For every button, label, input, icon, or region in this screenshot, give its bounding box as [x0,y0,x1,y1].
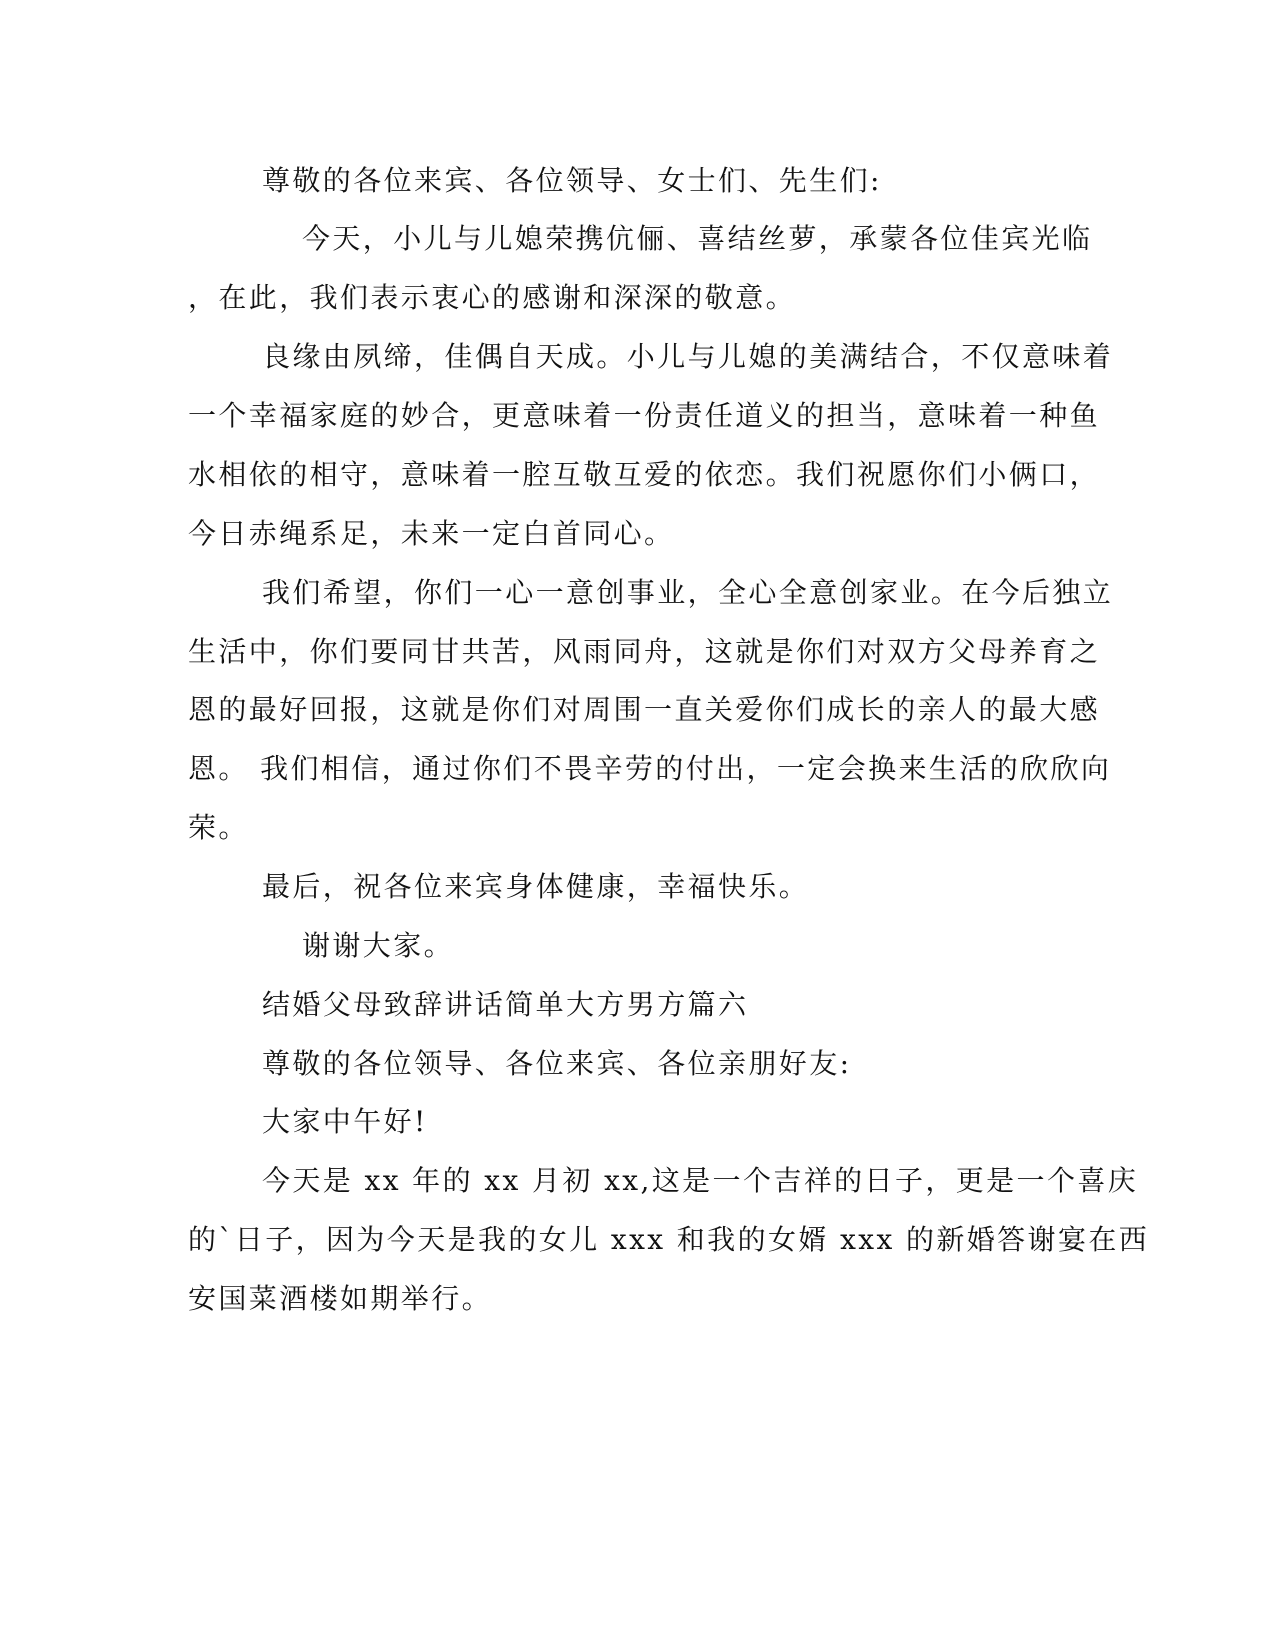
closing-line: 谢谢大家。 [302,929,455,962]
paragraph-line: 今天是 xx 年的 xx 月初 xx,这是一个吉祥的日子，更是一个喜庆 [262,1164,1139,1197]
greeting-line: 尊敬的各位来宾、各位领导、女士们、先生们: [262,164,882,197]
paragraph-line: 我们希望，你们一心一意创事业，全心全意创家业。在今后独立 [262,576,1114,609]
paragraph-line: 恩。 我们相信，通过你们不畏辛劳的付出，一定会换来生活的欣欣向 [188,752,1112,785]
salutation-line: 大家中午好! [262,1105,428,1138]
paragraph-line: 的`日子，因为今天是我的女儿 xxx 和我的女婿 xxx 的新婚答谢宴在西 [188,1223,1150,1256]
paragraph-line: 荣。 [188,811,249,844]
paragraph-line: ，在此，我们表示衷心的感谢和深深的敬意。 [188,281,797,314]
paragraph-line: 一个幸福家庭的妙合，更意味着一份责任道义的担当，意味着一种鱼 [188,399,1101,432]
paragraph-line: 今日赤绳系足，未来一定白首同心。 [188,517,675,550]
paragraph-line: 最后，祝各位来宾身体健康，幸福快乐。 [262,870,810,903]
paragraph-line: 恩的最好回报，这就是你们对周围一直关爱你们成长的亲人的最大感 [188,693,1101,726]
paragraph-line: 水相依的相守，意味着一腔互敬互爱的依恋。我们祝愿你们小俩口， [188,458,1101,491]
paragraph-line: 安国菜酒楼如期举行。 [188,1282,493,1315]
section-title: 结婚父母致辞讲话简单大方男方篇六 [262,988,749,1021]
paragraph-line: 良缘由夙缔，佳偶自天成。小儿与儿媳的美满结合，不仅意味着 [262,340,1114,373]
paragraph-line: 今天，小儿与儿媳荣携伉俪、喜结丝萝，承蒙各位佳宾光临 [302,222,1093,255]
paragraph-line: 生活中，你们要同甘共苦，风雨同舟，这就是你们对双方父母养育之 [188,635,1101,668]
greeting-line: 尊敬的各位领导、各位来宾、各位亲朋好友: [262,1047,852,1080]
